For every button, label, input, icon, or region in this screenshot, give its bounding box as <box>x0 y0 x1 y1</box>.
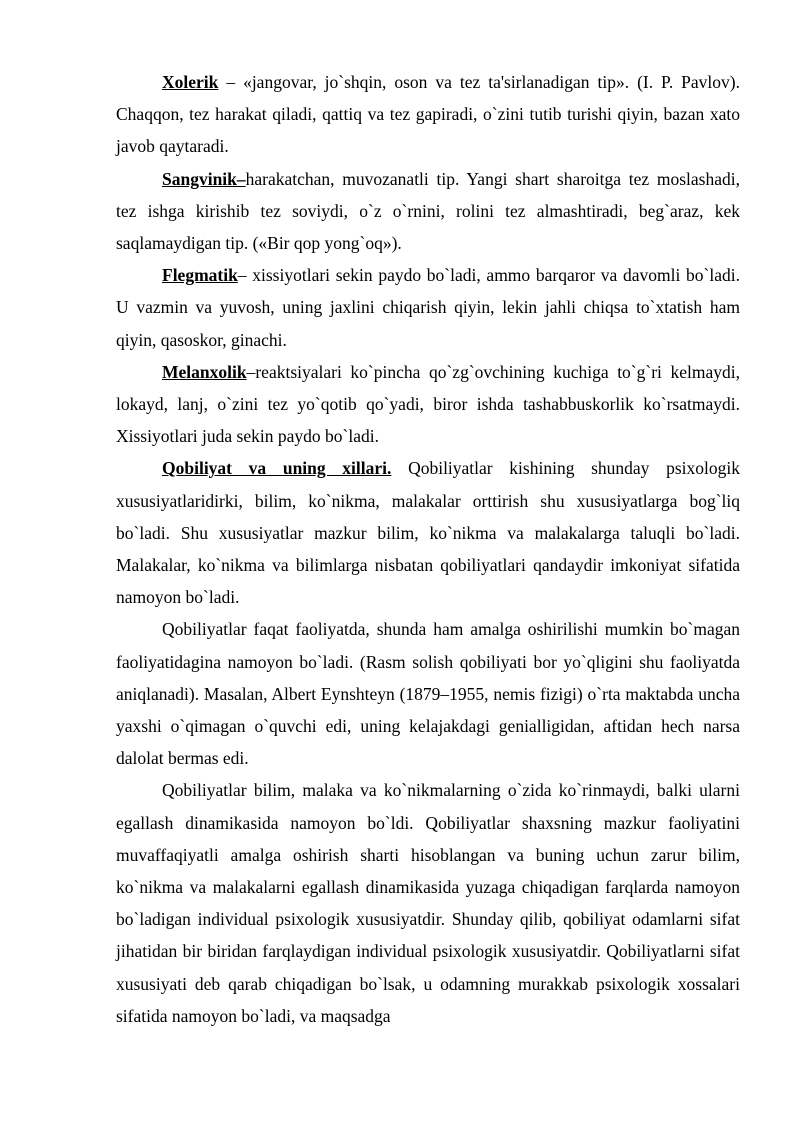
paragraph-flegmatik <box>116 259 740 356</box>
paragraph-melanxolik <box>116 356 740 453</box>
section-heading-qobiliyat: Qobiliyat va uning xillari. <box>162 458 392 479</box>
paragraph-xolerik <box>116 66 740 163</box>
document-page <box>116 66 740 1032</box>
paragraph-text: Qobiliyatlar kishining shunday psixologik xususiyatlaridirki, bilim, ko`nikma, malakalar orttirish shu xususiyatlarga bog`liq bo`ladi. Shu xususiyatlar mazkur bilim, ko`nikma va malakalarga taluqli bo`ladi. Malakalar, ko`nikma va bilimlarga nisbatan qobiliyatlari qandaydir imkoniyat sifatida namoyon bo`ladi. <box>116 458 740 608</box>
paragraph-sangvinik <box>116 163 740 260</box>
term-sangvinik: Sangvinik– <box>162 168 246 189</box>
paragraph-body <box>116 774 740 1032</box>
paragraph-body <box>116 613 740 774</box>
paragraph-text: – xissiyotlari sekin paydo bo`ladi, ammo barqaror va davomli bo`ladi. U vazmin va yuvosh, uning jaxlini chiqarish qiyin, lekin jahli chiqsa to`xtatish ham qiyin, qasoskor, ginachi. <box>116 265 740 350</box>
paragraph-text: – «jangovar, jo`shqin, oson va tez ta'sirlanadigan tip». (I. P. Pavlov). Chaqqon, tez harakat qiladi, qattiq va tez gapiradi, o`zini tutib turishi qiyin, bazan xato javob qaytaradi. <box>116 72 740 157</box>
paragraph-text: Qobiliyatlar bilim, malaka va ko`nikmalarning o`zida ko`rinmaydi, balki ularni egallash dinamikasida namoyon bo`ldi. Qobiliyatlar shaxsning mazkur faoliyatini muvaffaqiyatli amalga oshirish sharti hisoblangan va buning uchun zarur bilim, ko`nikma va malakalarni egallash dinamikasida yuzaga chiqadigan farqlarda namoyon bo`ladigan individual psixologik xususiyatdir. Shunday qilib, qobiliyat odamlarni sifat jihatidan bir biridan farqlaydigan individual psixologik xususiyatdir. Qobiliyatlarni sifat xususiyati deb qarab chiqadigan bo`lsak, u odamning murakkab psixologik xossalari sifatida namoyon bo`ladi, va maqsadga <box>116 780 740 1026</box>
paragraph-qobiliyat-heading <box>116 452 740 613</box>
paragraph-text: –reaktsiyalari ko`pincha qo`zg`ovchining kuchiga to`g`ri kelmaydi, lokayd, lanj, o`zini tez yo`qotib qo`yadi, biror ishda tashabbuskorlik ko`rsatmaydi. Xissiyotlari juda sekin paydo bo`ladi. <box>116 361 740 447</box>
term-xolerik: Xolerik <box>162 72 219 92</box>
term-flegmatik: Flegmatik <box>162 265 238 286</box>
term-melanxolik: Melanxolik <box>162 361 247 382</box>
paragraph-text: Qobiliyatlar faqat faoliyatda, shunda ham amalga oshirilishi mumkin bo`magan faoliyatidagina namoyon bo`ladi. (Rasm solish qobiliyati bor yo`qligini shu faoliyatda aniqlanadi). Masalan, Albert Eynshteyn (1879–1955, nemis fizigi) o`rta maktabda uncha yaxshi o`qimagan o`quvchi edi, uning kelajakdagi genialligidan, aftidan hech narsa dalolat bermas edi. <box>116 619 740 769</box>
paragraph-text: harakatchan, muvozanatli tip. Yangi shart sharoitga tez moslashadi, tez ishga kirishib tez soviydi, o`z o`rnini, rolini tez almashtiradi, beg`araz, kek saqlamaydigan tip. («Bir qop yong`oq»). <box>116 168 740 254</box>
